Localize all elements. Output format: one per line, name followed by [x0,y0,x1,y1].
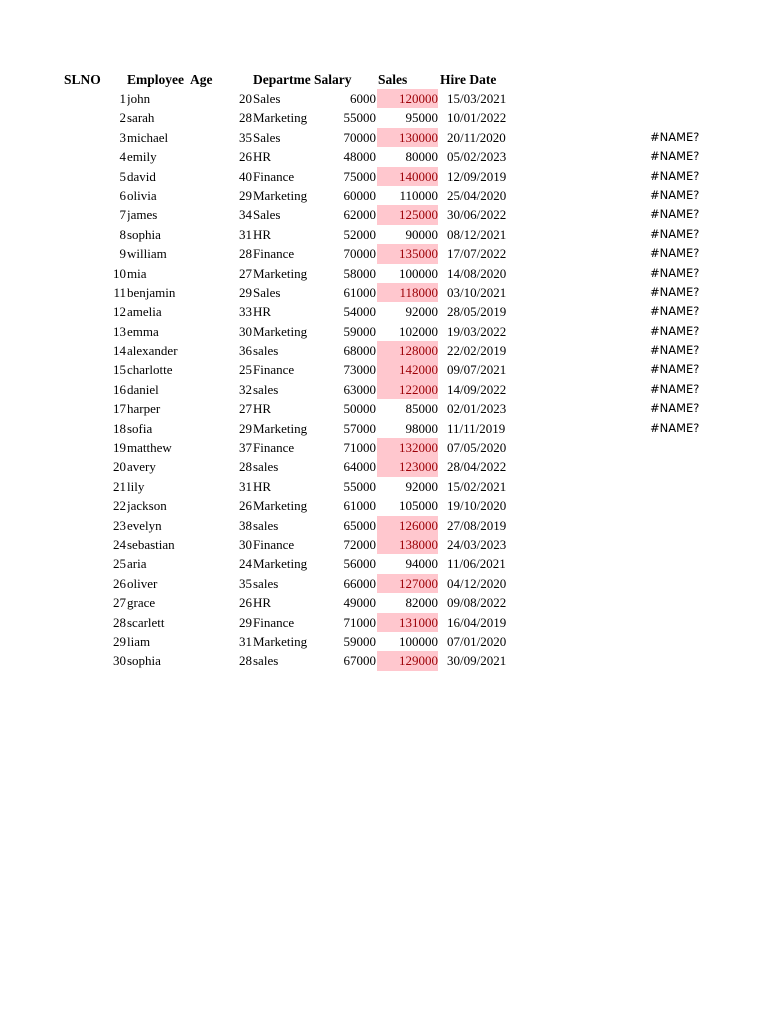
cell-slno[interactable]: 22 [113,498,126,514]
cell-slno[interactable]: 30 [113,653,126,669]
cell-salary[interactable]: 55000 [343,110,376,126]
cell-department[interactable]: Sales [253,284,281,300]
cell-department[interactable]: HR [253,304,272,320]
cell-error-value[interactable]: #NAME? [650,381,700,396]
cell-age[interactable]: 26 [239,498,252,514]
cell-employee[interactable]: james [127,207,158,223]
cell-department[interactable]: Marketing [253,187,308,203]
header-slno: SLNO [64,72,101,87]
cell-error-value[interactable]: #NAME? [650,304,700,319]
cell-hire-date[interactable]: 15/02/2021 [447,478,507,494]
cell-sales[interactable]: 100000 [399,633,438,649]
cell-hire-date[interactable]: 04/12/2020 [447,575,507,591]
cell-hire-date[interactable]: 07/01/2020 [447,633,507,649]
cell-employee[interactable]: sophia [127,653,161,669]
cell-sales[interactable]: 110000 [399,187,438,203]
cell-slno[interactable]: 24 [113,536,126,552]
cell-department[interactable]: sales [253,459,279,475]
cell-department[interactable]: Sales [253,207,281,223]
cell-employee[interactable]: william [127,246,167,262]
table-row [0,457,768,476]
cell-salary[interactable]: 63000 [343,381,376,397]
cell-age[interactable]: 38 [239,517,252,533]
table-row [0,516,768,535]
table-row [0,283,768,302]
cell-hire-date[interactable]: 09/08/2022 [447,595,507,611]
cell-employee[interactable]: mia [127,265,147,281]
cell-slno[interactable]: 28 [113,614,126,630]
cell-department[interactable]: Finance [253,362,295,378]
cell-slno[interactable]: 12 [113,304,126,320]
cell-hire-date[interactable]: 11/06/2021 [447,556,506,572]
cell-department[interactable]: HR [253,595,272,611]
cell-salary[interactable]: 55000 [343,478,376,494]
cell-age[interactable]: 26 [239,149,252,165]
cell-department[interactable]: Marketing [253,420,308,436]
cell-hire-date[interactable]: 14/09/2022 [447,381,507,397]
cell-salary[interactable]: 59000 [343,323,376,339]
cell-hire-date[interactable]: 24/03/2023 [447,536,507,552]
cell-department[interactable]: Marketing [253,110,308,126]
cell-age[interactable]: 40 [239,168,252,184]
cell-slno[interactable]: 27 [113,595,126,611]
cell-error-value[interactable]: #NAME? [650,323,700,338]
cell-employee[interactable]: daniel [127,381,159,397]
cell-sales[interactable]: 92000 [405,304,438,320]
cell-age[interactable]: 28 [239,459,252,475]
table-row [0,535,768,554]
cell-department[interactable]: HR [253,401,272,417]
table-row [0,438,768,457]
cell-hire-date[interactable]: 25/04/2020 [447,187,507,203]
cell-sales[interactable]: 128000 [377,341,438,360]
cell-department[interactable]: Finance [253,536,295,552]
cell-employee[interactable]: matthew [127,440,172,456]
cell-hire-date[interactable]: 30/09/2021 [447,653,507,669]
cell-department[interactable]: sales [253,381,279,397]
table-row [0,380,768,399]
table-row [0,89,768,108]
header-department: Departme [253,72,311,87]
cell-hire-date[interactable]: 28/04/2022 [447,459,507,475]
cell-salary[interactable]: 72000 [343,536,376,552]
cell-slno[interactable]: 4 [119,149,126,165]
cell-age[interactable]: 24 [239,556,252,572]
cell-slno[interactable]: 29 [113,633,126,649]
cell-employee[interactable]: john [127,91,151,106]
cell-employee[interactable]: david [127,168,156,184]
cell-employee[interactable]: avery [127,459,156,475]
table-row [0,264,768,283]
cell-slno[interactable]: 17 [113,401,126,417]
cell-employee[interactable]: sebastian [127,536,175,552]
cell-hire-date[interactable]: 17/07/2022 [447,246,507,262]
cell-employee[interactable]: liam [127,633,151,649]
table-row [0,302,768,321]
cell-employee[interactable]: oliver [127,575,158,591]
cell-slno[interactable]: 6 [119,187,126,203]
cell-age[interactable]: 31 [239,633,252,649]
cell-department[interactable]: sales [253,343,279,359]
cell-salary[interactable]: 65000 [343,517,376,533]
cell-sales[interactable]: 129000 [377,651,438,670]
cell-employee[interactable]: aria [127,556,147,572]
table-row [0,574,768,593]
cell-slno[interactable]: 20 [113,459,126,475]
cell-age[interactable]: 31 [239,226,252,242]
cell-department[interactable]: Marketing [253,323,308,339]
cell-department[interactable]: Marketing [253,265,308,281]
cell-hire-date[interactable]: 08/12/2021 [447,226,507,242]
cell-employee[interactable]: sophia [127,226,161,242]
cell-error-value[interactable]: #NAME? [650,129,700,144]
cell-hire-date[interactable]: 16/04/2019 [447,614,507,630]
cell-department[interactable]: Marketing [253,556,308,572]
header-employee: Employee [127,72,184,87]
cell-error-value[interactable]: #NAME? [650,168,700,183]
cell-sales[interactable]: 138000 [377,535,438,554]
cell-sales[interactable]: 80000 [405,149,438,165]
cell-age[interactable]: 34 [239,207,252,223]
cell-error-value[interactable]: #NAME? [650,265,700,280]
cell-slno[interactable]: 7 [119,207,126,223]
cell-employee[interactable]: sofia [127,420,153,436]
cell-salary[interactable]: 70000 [343,129,376,145]
cell-department[interactable]: HR [253,226,272,242]
cell-salary[interactable]: 62000 [343,207,376,223]
cell-age[interactable]: 35 [239,575,252,591]
cell-sales[interactable]: 118000 [377,283,438,302]
cell-department[interactable]: Sales [253,129,281,145]
header-salary: Salary [314,72,352,87]
cell-error-value[interactable]: #NAME? [650,343,700,358]
cell-sales[interactable]: 94000 [405,556,438,572]
cell-age[interactable]: 20 [239,91,252,106]
cell-age[interactable]: 29 [239,420,252,436]
cell-employee[interactable]: amelia [127,304,162,320]
cell-employee[interactable]: michael [127,129,169,145]
cell-department[interactable]: Finance [253,168,295,184]
cell-sales[interactable]: 120000 [377,89,438,108]
table-row [0,554,768,573]
cell-salary[interactable]: 50000 [343,401,376,417]
cell-employee[interactable]: harper [127,401,161,417]
cell-employee[interactable]: jackson [127,498,167,514]
cell-hire-date[interactable]: 09/07/2021 [447,362,507,378]
cell-salary[interactable]: 60000 [343,187,376,203]
table-row [0,167,768,186]
data-rows [0,89,768,671]
cell-hire-date[interactable]: 19/10/2020 [447,498,507,514]
cell-sales[interactable]: 123000 [377,457,438,476]
cell-employee[interactable]: olivia [127,187,157,203]
cell-salary[interactable]: 54000 [343,304,376,320]
header-age: Age [190,72,213,87]
cell-slno[interactable]: 21 [113,478,126,494]
table-row [0,399,768,418]
cell-department[interactable]: Finance [253,440,295,456]
cell-salary[interactable]: 75000 [343,168,376,184]
cell-age[interactable]: 30 [239,323,252,339]
cell-age[interactable]: 37 [239,440,252,456]
cell-slno[interactable]: 13 [113,323,126,339]
cell-hire-date[interactable]: 28/05/2019 [447,304,507,320]
cell-salary[interactable]: 67000 [343,653,376,669]
cell-slno[interactable]: 10 [113,265,126,281]
cell-hire-date[interactable]: 03/10/2021 [447,284,507,300]
cell-employee[interactable]: emma [127,323,159,339]
cell-error-value[interactable]: #NAME? [650,420,700,435]
cell-hire-date[interactable]: 11/11/2019 [447,420,506,436]
cell-slno[interactable]: 23 [113,517,126,533]
cell-age[interactable]: 31 [239,478,252,494]
table-row [0,613,768,632]
cell-sales[interactable]: 140000 [377,167,438,186]
cell-employee[interactable]: alexander [127,343,178,359]
table-row [0,419,768,438]
cell-slno[interactable]: 19 [113,440,126,456]
header-hire-date: Hire Date [440,72,497,87]
cell-department[interactable]: HR [253,478,272,494]
cell-sales[interactable]: 127000 [377,574,438,593]
cell-salary[interactable]: 68000 [343,343,376,359]
cell-slno[interactable]: 2 [119,110,126,126]
cell-sales[interactable]: 85000 [405,401,438,417]
table-row [0,244,768,263]
cell-age[interactable]: 36 [239,343,252,359]
cell-error-value[interactable]: #NAME? [650,362,700,377]
cell-slno[interactable]: 16 [113,381,126,397]
cell-hire-date[interactable]: 07/05/2020 [447,440,507,456]
cell-hire-date[interactable]: 05/02/2023 [447,149,507,165]
cell-department[interactable]: Finance [253,614,295,630]
cell-hire-date[interactable]: 14/08/2020 [447,265,507,281]
cell-salary[interactable]: 6000 [350,91,376,106]
cell-age[interactable]: 28 [239,246,252,262]
cell-error-value[interactable]: #NAME? [650,149,700,164]
cell-salary[interactable]: 57000 [343,420,376,436]
cell-department[interactable]: Sales [253,91,281,106]
cell-salary[interactable]: 61000 [343,498,376,514]
cell-sales[interactable]: 105000 [399,498,438,514]
cell-salary[interactable]: 59000 [343,633,376,649]
cell-slno[interactable]: 26 [113,575,126,591]
cell-age[interactable]: 33 [239,304,252,320]
cell-age[interactable]: 28 [239,653,252,669]
table-row [0,632,768,651]
cell-slno[interactable]: 5 [119,168,126,184]
cell-error-value[interactable]: #NAME? [650,401,700,416]
cell-hire-date[interactable]: 02/01/2023 [447,401,507,417]
table-row [0,360,768,379]
table-row [0,477,768,496]
cell-employee[interactable]: charlotte [127,362,173,378]
cell-hire-date[interactable]: 22/02/2019 [447,343,507,359]
cell-sales[interactable]: 132000 [377,438,438,457]
cell-sales[interactable]: 98000 [405,420,438,436]
cell-age[interactable]: 27 [239,265,252,281]
header-sales: Sales [378,72,408,87]
cell-salary[interactable]: 73000 [343,362,376,378]
cell-sales[interactable]: 95000 [405,110,438,126]
cell-employee[interactable]: benjamin [127,284,176,300]
cell-age[interactable]: 29 [239,187,252,203]
cell-sales[interactable]: 126000 [377,516,438,535]
table-row [0,147,768,166]
cell-employee[interactable]: sarah [127,110,155,126]
cell-employee[interactable]: evelyn [127,517,162,533]
table-row [0,128,768,147]
cell-age[interactable]: 28 [239,110,252,126]
cell-salary[interactable]: 52000 [343,226,376,242]
cell-hire-date[interactable]: 27/08/2019 [447,517,507,533]
cell-slno[interactable]: 11 [113,284,126,300]
cell-salary[interactable]: 49000 [343,595,376,611]
cell-employee[interactable]: lily [127,478,145,494]
cell-salary[interactable]: 64000 [343,459,376,475]
cell-employee[interactable]: grace [127,595,156,611]
cell-age[interactable]: 29 [239,614,252,630]
cell-slno[interactable]: 8 [119,226,126,242]
table-row [0,322,768,341]
cell-salary[interactable]: 58000 [343,265,376,281]
cell-sales[interactable]: 130000 [377,128,438,147]
cell-sales[interactable]: 82000 [405,595,438,611]
table-row [0,186,768,205]
cell-error-value[interactable]: #NAME? [650,207,700,222]
cell-department[interactable]: Finance [253,246,295,262]
cell-age[interactable]: 25 [239,362,252,378]
cell-department[interactable]: Marketing [253,498,308,514]
cell-department[interactable]: HR [253,149,272,165]
cell-hire-date[interactable]: 12/09/2019 [447,168,507,184]
cell-slno[interactable]: 18 [113,420,126,436]
cell-sales[interactable]: 125000 [377,205,438,224]
cell-salary[interactable]: 61000 [343,284,376,300]
table-row [0,225,768,244]
cell-sales[interactable]: 102000 [399,323,438,339]
cell-sales[interactable]: 100000 [399,265,438,281]
cell-age[interactable]: 32 [239,381,252,397]
cell-age[interactable]: 26 [239,595,252,611]
cell-hire-date[interactable]: 10/01/2022 [447,110,507,126]
cell-age[interactable]: 30 [239,536,252,552]
cell-salary[interactable]: 71000 [343,440,376,456]
cell-employee[interactable]: scarlett [127,614,165,630]
cell-slno[interactable]: 3 [119,129,126,145]
cell-age[interactable]: 27 [239,401,252,417]
cell-department[interactable]: Marketing [253,633,308,649]
cell-hire-date[interactable]: 20/11/2020 [447,129,506,145]
table-row [0,205,768,224]
table-row [0,108,768,127]
cell-age[interactable]: 29 [239,284,252,300]
cell-salary[interactable]: 56000 [343,556,376,572]
cell-error-value[interactable]: #NAME? [650,284,700,299]
cell-hire-date[interactable]: 15/03/2021 [447,91,507,106]
cell-error-value[interactable]: #NAME? [650,226,700,241]
cell-slno[interactable]: 25 [113,556,126,572]
cell-error-value[interactable]: #NAME? [650,187,700,202]
cell-department[interactable]: sales [253,575,279,591]
cell-sales[interactable]: 90000 [405,226,438,242]
cell-slno[interactable]: 15 [113,362,126,378]
cell-slno[interactable]: 14 [113,343,126,359]
cell-salary[interactable]: 48000 [343,149,376,165]
cell-hire-date[interactable]: 30/06/2022 [447,207,507,223]
cell-salary[interactable]: 70000 [343,246,376,262]
cell-slno[interactable]: 1 [119,91,126,106]
cell-department[interactable]: sales [253,517,279,533]
cell-sales[interactable]: 122000 [377,380,438,399]
cell-employee[interactable]: emily [127,149,157,165]
cell-sales[interactable]: 131000 [377,613,438,632]
cell-sales[interactable]: 92000 [405,478,438,494]
cell-error-value[interactable]: #NAME? [650,246,700,261]
cell-salary[interactable]: 71000 [343,614,376,630]
cell-sales[interactable]: 142000 [377,360,438,379]
table-row [0,341,768,360]
cell-sales[interactable]: 135000 [377,244,438,263]
table-row [0,496,768,515]
table-row [0,651,768,670]
cell-hire-date[interactable]: 19/03/2022 [447,323,507,339]
cell-salary[interactable]: 66000 [343,575,376,591]
cell-department[interactable]: sales [253,653,279,669]
table-row [0,593,768,612]
cell-slno[interactable]: 9 [119,246,126,262]
cell-age[interactable]: 35 [239,129,252,145]
